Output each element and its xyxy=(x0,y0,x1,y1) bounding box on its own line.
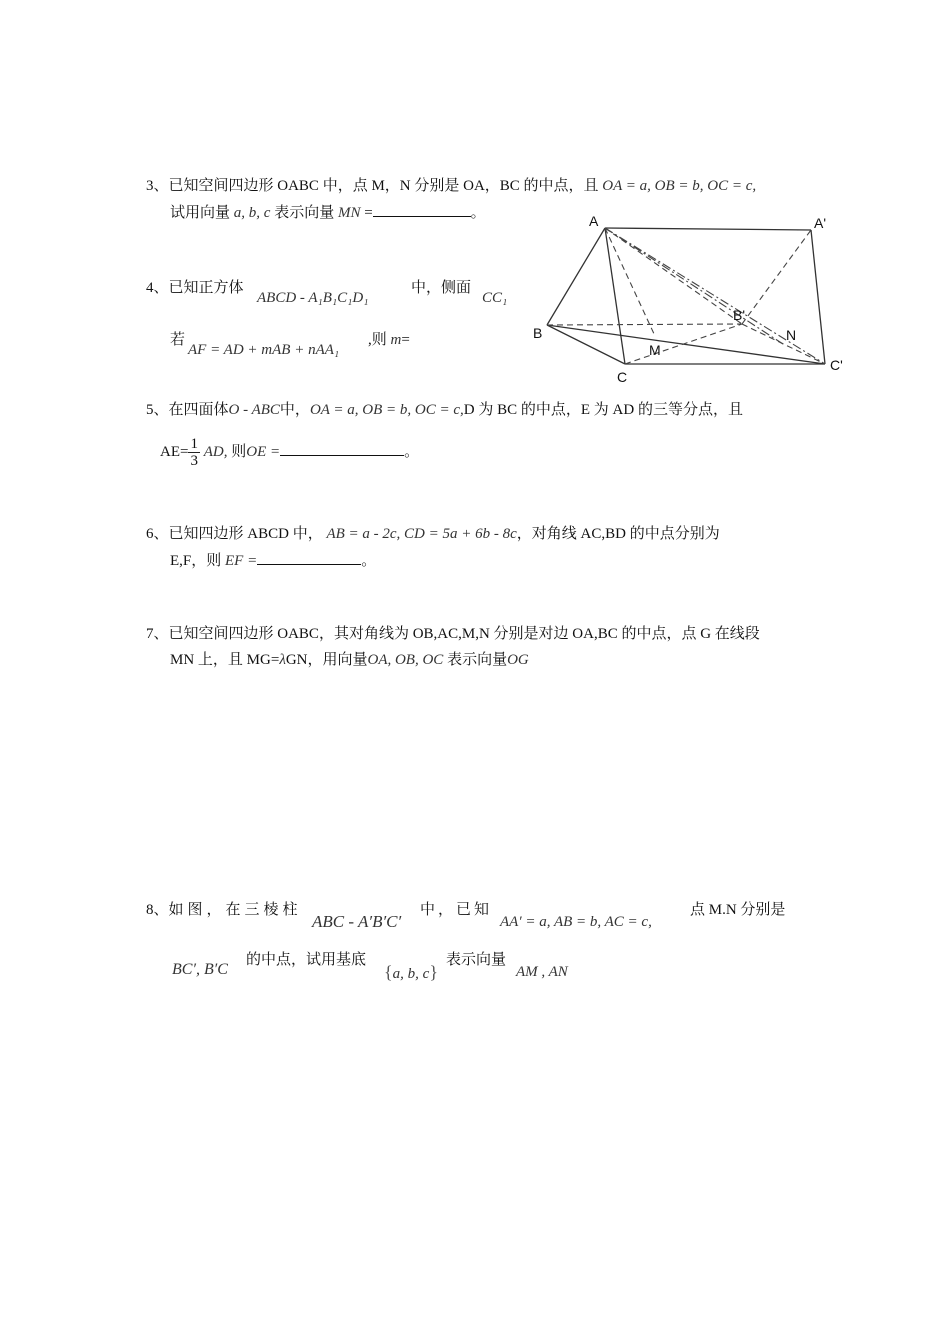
q4-line2 xyxy=(170,330,185,350)
label-M: M xyxy=(649,342,661,358)
q5-line2 xyxy=(160,436,419,469)
q8-math2: AA′ = a, AB = b, AC = c, xyxy=(500,914,652,930)
q4-line1-math2 xyxy=(482,288,522,308)
q3-line1 xyxy=(146,176,756,196)
q8-text3: 点 M.N 分别是 xyxy=(690,902,786,918)
q7-text4: 表示向量 xyxy=(447,652,508,668)
q4-text5: = xyxy=(401,332,410,348)
q4-line2-b xyxy=(368,330,410,350)
q5-number: 5、 xyxy=(146,402,169,418)
q8-math1: ABC - A′B′C′ xyxy=(312,912,402,931)
q4-text3: 若 xyxy=(170,332,186,348)
q5-text5: 则 xyxy=(231,443,247,460)
q5-text2: 中， xyxy=(279,402,310,418)
label-A-prime: A' xyxy=(814,215,827,231)
q8-line2-math xyxy=(172,960,228,980)
q5-text3: D 为 BC 的中点，E 为 AD 的三等分点，且 xyxy=(463,402,743,418)
q8-line2 xyxy=(246,950,366,970)
q4-math1: ABCD - A₁B₁C₁D₁ xyxy=(257,290,369,306)
q3-end: 。 xyxy=(470,205,486,221)
q8-text1: 如图，在三棱柱 xyxy=(168,902,302,918)
q3-line2 xyxy=(170,202,486,223)
q4-number: 4、 xyxy=(146,280,169,296)
q8-text5: 表示向量 xyxy=(446,952,507,968)
label-B-prime: B' xyxy=(733,307,746,323)
label-C-prime: C' xyxy=(830,357,843,373)
prism-figure xyxy=(525,212,855,390)
label-B: B xyxy=(533,325,543,341)
q4-line2-math xyxy=(188,340,339,360)
q3-math3: MN xyxy=(337,205,361,221)
q8-math4: a, b, c xyxy=(392,966,430,982)
q7-text1: 已知空间四边形 OABC，其对角线为 OB,AC,M,N 分别是对边 OA,BC 的中点，点 G 在线段 xyxy=(168,626,760,642)
q5-math4: OE = xyxy=(246,443,281,460)
q8-brace-right: } xyxy=(429,962,438,982)
q6-math2: EF = xyxy=(225,553,258,569)
q8-line2-math2 xyxy=(516,962,568,982)
q5-end: 。 xyxy=(404,443,420,460)
q6-line1 xyxy=(146,524,720,544)
label-A: A xyxy=(589,213,599,229)
q4-text4: ,则 xyxy=(368,332,387,348)
q3-number: 3、 xyxy=(146,178,169,194)
q4-line1 xyxy=(146,278,244,298)
q8-text4: 的中点，试用基底 xyxy=(246,952,367,968)
q8-line1 xyxy=(146,900,302,920)
q7-line1 xyxy=(146,624,760,644)
q5-fraction xyxy=(188,436,200,469)
q3-answer-blank[interactable] xyxy=(373,202,471,217)
q8-line1-math2 xyxy=(500,912,652,932)
q5-frac-num: 1 xyxy=(190,436,198,452)
q6-line2 xyxy=(170,550,376,571)
q7-text3: GN，用向量 xyxy=(285,652,368,668)
q3-text1: 已知空间四边形 OABC 中，点 M，N 分别是 OA，BC 的中点，且 xyxy=(168,178,599,194)
q7-line2 xyxy=(170,650,529,670)
q7-math2: OA, OB, OC xyxy=(367,652,444,668)
q3-text4: = xyxy=(360,205,373,221)
q7-math1: λ xyxy=(279,652,286,668)
q4-math4: m xyxy=(390,332,402,348)
q5-math3: AD, xyxy=(203,443,228,460)
q6-answer-blank[interactable] xyxy=(257,550,361,565)
q7-text2: MN 上，且 MG= xyxy=(170,652,280,668)
prism-diagram xyxy=(525,212,855,390)
q8-math5: AM , AN xyxy=(516,964,568,980)
q8-line1-math xyxy=(312,912,401,933)
q4-text2: 中，侧面 xyxy=(411,280,472,296)
q5-frac-den: 3 xyxy=(190,453,198,469)
q5-math1: O - ABC xyxy=(228,402,280,418)
q6-text2: ，对角线 AC,BD 的中点分别为 xyxy=(516,526,720,542)
q4-math2: CC₁ xyxy=(482,290,508,306)
q7-number: 7、 xyxy=(146,626,169,642)
q8-line1-c xyxy=(690,900,785,920)
q5-text1: 在四面体 xyxy=(168,402,229,418)
q7-math3: OG xyxy=(507,652,529,668)
q4-math3: AF = AD + mAB + nAA₁ xyxy=(188,342,340,358)
q8-math3: BC′, B′C xyxy=(172,961,228,978)
q5-text4: AE= xyxy=(160,443,189,460)
q8-line2-b xyxy=(446,950,506,970)
q5-math2: OA = a, OB = b, OC = c, xyxy=(309,402,464,418)
q3-math1: OA = a, OB = b, OC = c, xyxy=(602,178,757,194)
q3-text3: 表示向量 xyxy=(274,205,335,221)
q4-line1-b xyxy=(411,278,471,298)
q3-text2: 试用向量 xyxy=(170,205,231,221)
q5-line1 xyxy=(146,400,743,420)
q6-number: 6、 xyxy=(146,526,169,542)
q6-text1: 已知四边形 ABCD 中， xyxy=(168,526,323,542)
q8-number: 8、 xyxy=(146,902,169,918)
q8-text2: 中，已知 xyxy=(420,902,493,918)
q8-brace-left: { xyxy=(384,962,393,982)
q6-math1: AB = a - 2c, CD = 5a + 6b - 8c xyxy=(326,526,517,542)
q4-line1-math xyxy=(257,288,368,308)
q6-text3: E,F，则 xyxy=(170,553,222,569)
q4-text1: 已知正方体 xyxy=(168,280,244,296)
q8-line2-basis xyxy=(384,962,438,984)
q6-end: 。 xyxy=(361,553,377,569)
q3-math2: a, b, c xyxy=(233,205,271,221)
label-N: N xyxy=(786,327,797,343)
q5-answer-blank[interactable] xyxy=(280,441,404,456)
label-C: C xyxy=(617,369,628,385)
q8-line1-b xyxy=(420,900,492,920)
